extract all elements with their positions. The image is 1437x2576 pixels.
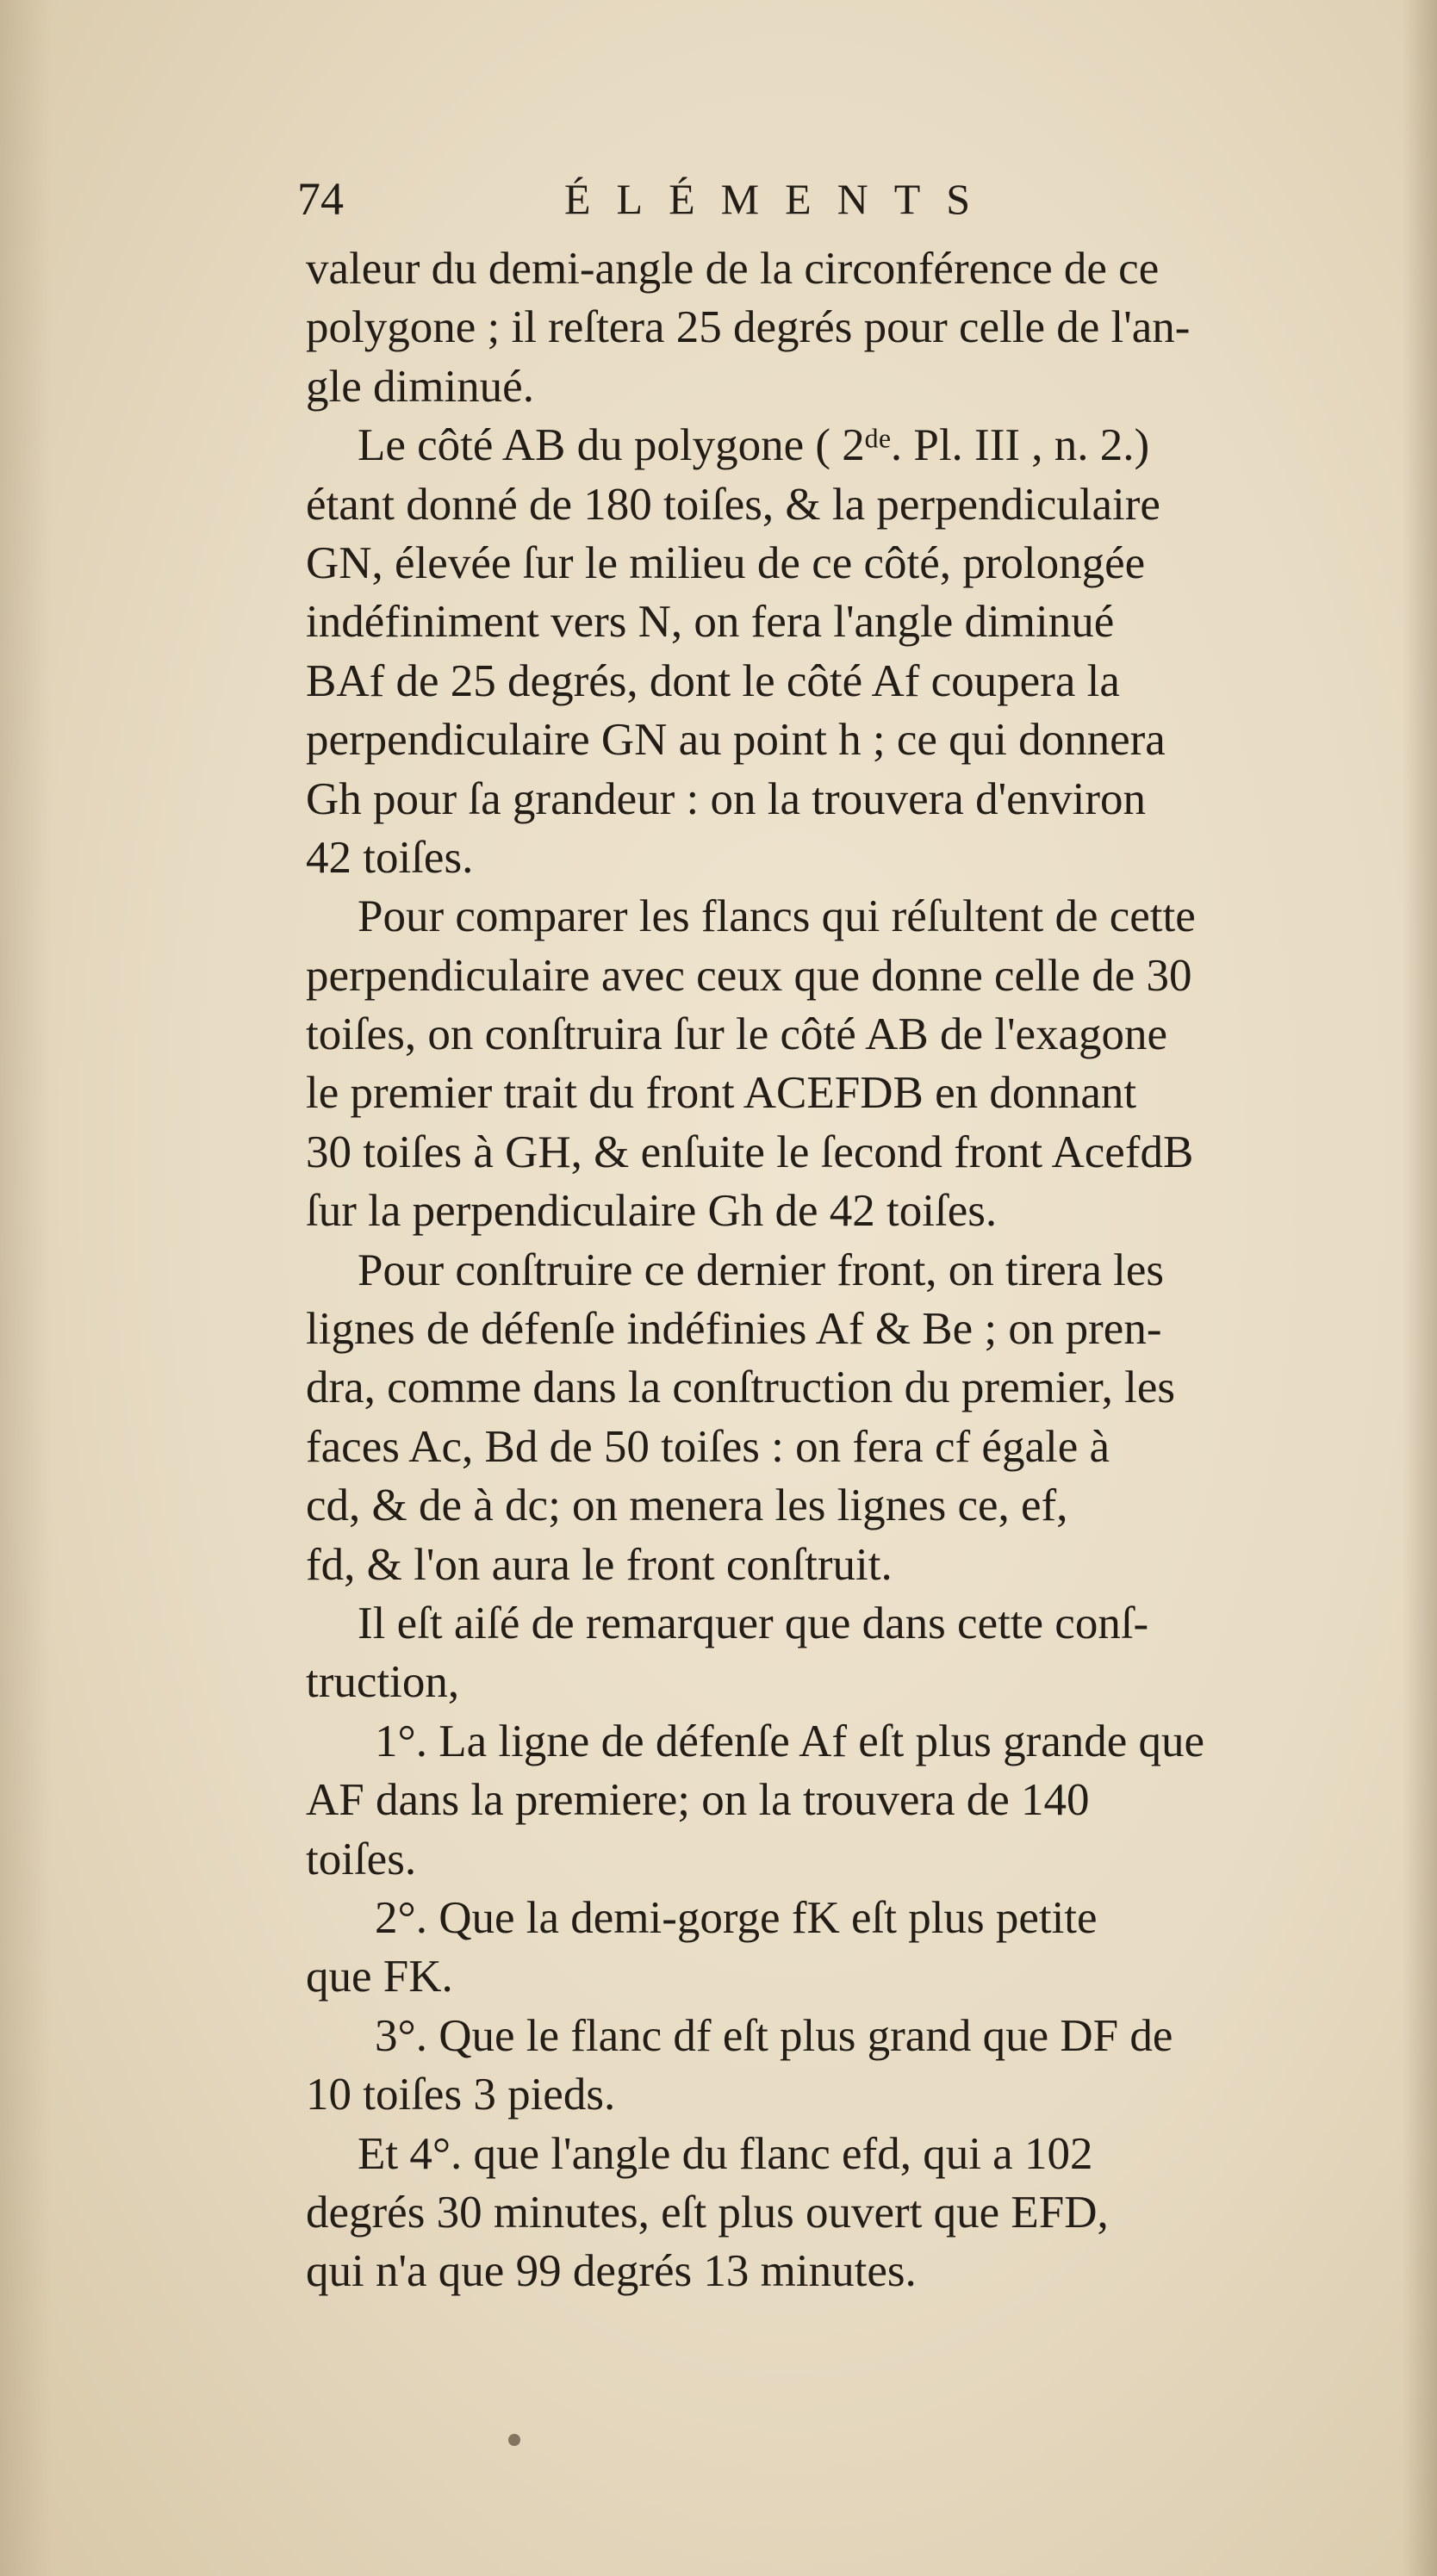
- text-line: indéfiniment vers N, on fera l'angle diminué: [306, 597, 1115, 648]
- body-text: [306, 239, 1374, 2301]
- text-line: Il eſt aiſé de remarquer que dans cette conſ-: [358, 1598, 1149, 1648]
- page-number: 74: [297, 173, 344, 225]
- ink-blot: [508, 2434, 520, 2446]
- text-line: 3°. Que le flanc df eſt plus grand que DF de: [375, 2010, 1173, 2061]
- text-line: AF dans la premiere; on la trouvera de 140: [306, 1775, 1090, 1826]
- text-line: dra, comme dans la conſtruction du premier, les: [306, 1362, 1175, 1413]
- text-line: valeur du demi-angle de la circonférence de ce: [306, 244, 1160, 294]
- text-line: qui n'a que 99 degrés 13 minutes.: [306, 2246, 917, 2297]
- text-line: le premier trait du front ACEFDB en donnant: [306, 1068, 1137, 1119]
- text-line: Gh pour ſa grandeur : on la trouvera d'environ: [306, 773, 1147, 824]
- text-line: ſur la perpendiculaire Gh de 42 toiſes.: [306, 1186, 998, 1237]
- text-line: lignes de défenſe indéfinies Af & Be ; on pren-: [306, 1304, 1162, 1355]
- text-line: polygone ; il reſtera 25 degrés pour celle de l'an-: [306, 302, 1191, 353]
- text-line: 10 toiſes 3 pieds.: [306, 2070, 616, 2120]
- text-line: degrés 30 minutes, eſt plus ouvert que EFD,: [306, 2187, 1109, 2238]
- page-right-shadow: [1403, 0, 1437, 2576]
- text-line: truction,: [306, 1657, 460, 1708]
- text-line: 2°. Que la demi-gorge fK eſt plus petite: [375, 1892, 1098, 1943]
- text-line: Pour conſtruire ce dernier front, on tirera les: [358, 1245, 1164, 1295]
- text-line: 30 toiſes à GH, & enſuite le ſecond front AcefdB: [306, 1127, 1194, 1177]
- running-head: ÉLÉMENTS: [564, 175, 997, 223]
- text-line: cd, & de à dc; on menera les lignes ce, ef,: [306, 1480, 1068, 1531]
- text-line: perpendiculaire GN au point h ; ce qui donnera: [306, 715, 1166, 766]
- text-line: étant donné de 180 toiſes, & la perpendiculaire: [306, 479, 1160, 530]
- text-line: toiſes, on conſtruira ſur le côté AB de l'exagone: [306, 1009, 1168, 1060]
- text-line: BAf de 25 degrés, dont le côté Af coupera la: [306, 655, 1120, 706]
- text-line: perpendiculaire avec ceux que donne celle de 30: [306, 950, 1192, 1001]
- text-line: Pour comparer les flancs qui réſultent de cette: [358, 891, 1196, 942]
- text-line: Le côté AB du polygone ( 2ᵈᵉ. Pl. III , n. 2.): [358, 420, 1150, 471]
- page-left-shadow: [0, 0, 52, 2576]
- text-line: faces Ac, Bd de 50 toiſes : on fera cf égale à: [306, 1421, 1110, 1472]
- text-line: Et 4°. que l'angle du flanc efd, qui a 102: [358, 2128, 1093, 2179]
- text-line: gle diminué.: [306, 361, 534, 412]
- text-line: 1°. La ligne de défenſe Af eſt plus grande que: [375, 1716, 1205, 1766]
- text-line: 42 toiſes.: [306, 832, 474, 883]
- text-line: GN, élevée ſur le milieu de ce côté, prolongée: [306, 537, 1146, 588]
- text-line: que FK.: [306, 1952, 453, 2002]
- page-header: [297, 169, 1073, 229]
- text-line: fd, & l'on aura le front conſtruit.: [306, 1539, 893, 1590]
- text-line: toiſes.: [306, 1834, 417, 1884]
